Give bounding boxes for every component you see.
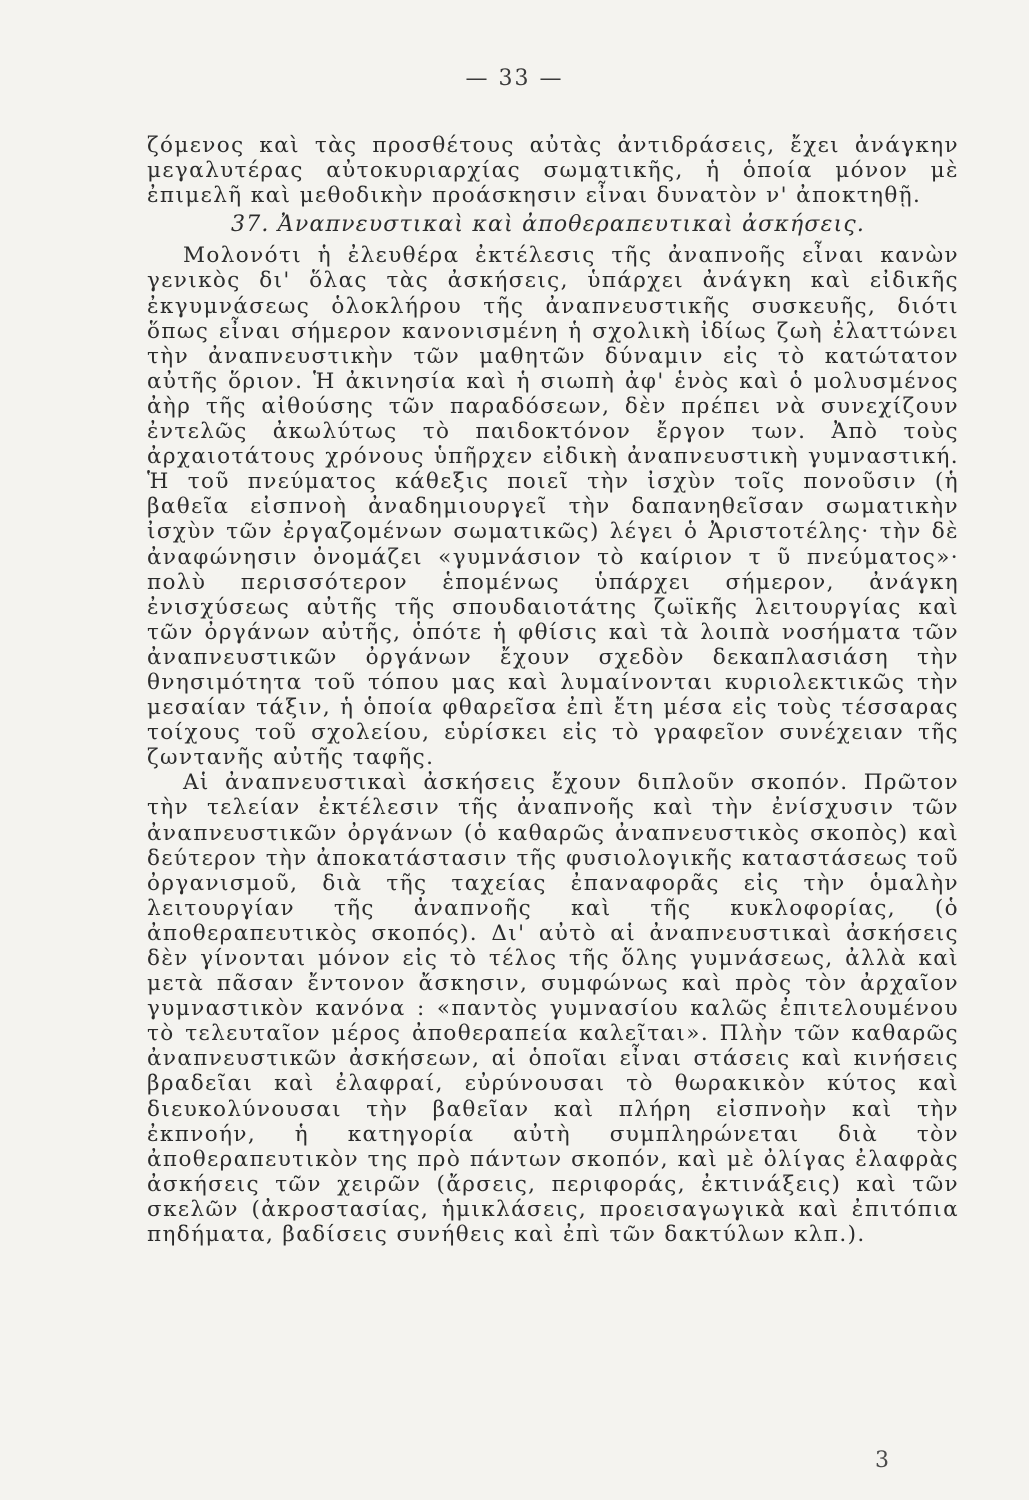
- page-number: — 33 —: [465, 66, 564, 91]
- section-heading: 37. Ἀναπνευστικαὶ καὶ ἀποθεραπευτικαὶ ἀσκήσεις.: [231, 212, 866, 238]
- paragraph-respiration-intro: Μολονότι ἡ ἐλευθέρα ἐκτέλεσις τῆς ἀναπνοῆς εἶναι κανὼν γενικὸς δι' ὅλας τὰς ἀσκήσεις, ὑπάρχει ἀνάγκη καὶ εἰδικῆς ἐκγυμνάσεως ὁλοκλήρου τῆς ἀναπνευστικῆς συσκευῆς, διότι ὅπως εἶναι σήμερον κανονισμένη ἡ σχολικὴ ἰδίως ζωὴ ἐλαττώνει τὴν ἀναπνευστικὴν τῶν μαθητῶν δύναμιν εἰς τὸ κατώτατον αὐτῆς ὅριον. Ἡ ἀκινησία καὶ ἡ σιωπὴ ἀφ' ἑνὸς καὶ ὁ μολυσμένος ἀὴρ τῆς αἰθούσης τῶν παραδόσεων, δὲν πρέπει νὰ συνεχίζουν ἐντελῶς ἀκωλύτως τὸ παιδοκτόνον ἔργον των. Ἀπὸ τοὺς ἀρχαιοτάτους χρόνους ὑπῆρχεν εἰδικὴ ἀναπνευστικὴ γυμναστική. Ἡ τοῦ πνεύματος κάθεξις ποιεῖ τὴν ἰσχὺν τοῖς πονοῦσιν (ἡ βαθεῖα εἰσπνοὴ ἀναδημιουργεῖ τὴν δαπανηθεῖσαν σωματικὴν ἰσχὺν τῶν ἐργαζομένων σωματικῶς) λέγει ὁ Ἀριστοτέλης· τὴν δὲ ἀναφώνησιν ὀνομάζει «γυμνάσιον τὸ καίριον τ ῦ πνεύματος»· πολὺ περισσότερον ἑπομένως ὑπάρχει σήμερον, ἀνάγκη ἐνισχύσεως αὐτῆς τῆς σπουδαιοτάτης ζωϊκῆς λειτουργίας καὶ τῶν ὀργάνων αὐτῆς, ὁπότε ἡ φθίσις καὶ τὰ λοιπὰ νοσήματα τῶν ἀναπνευστικῶν ὀργάνων ἔχουν σχεδὸν δεκαπλασιάση τὴν θνησιμότητα τοῦ τόπου μας καὶ λυμαίνονται κυριολεκτικῶς τὴν μεσαίαν τάξιν, ἡ ὁποία φθαρεῖσα ἐπὶ ἔτη μέσα εἰς τοὺς τέσσαρας τοίχους τοῦ σχολείου, εὑρίσκει εἰς τὸ γραφεῖον συνέχειαν τῆς ζωντανῆς αὐτῆς ταφῆς.: [147, 243, 959, 771]
- body-text: [147, 133, 959, 1247]
- signature-mark: 3: [875, 1448, 889, 1473]
- paragraph-continuation: ζόμενος καὶ τὰς προσθέτους αὐτὰς ἀντιδράσεις, ἔχει ἀνάγκην μεγαλυτέρας αὐτοκυριαρχίας σωματικῆς, ἡ ὁποία μόνον μὲ ἐπιμελῆ καὶ μεθοδικὴν προάσκησιν εἶναι δυνατὸν ν' ἀποκτηθῇ.: [147, 133, 959, 209]
- paragraph-respiration-purpose: Αἱ ἀναπνευστικαὶ ἀσκήσεις ἔχουν διπλοῦν σκοπόν. Πρῶτον τὴν τελείαν ἐκτέλεσιν τῆς ἀναπνοῆς καὶ τὴν ἐνίσχυσιν τῶν ἀναπνευστικῶν ὀργάνων (ὁ καθαρῶς ἀναπνευστικὸς σκοπὸς) καὶ δεύτερον τὴν ἀποκατάστασιν τῆς φυσιολογικῆς καταστάσεως τοῦ ὀργανισμοῦ, διὰ τῆς ταχείας ἐπαναφορᾶς εἰς τὴν ὁμαλὴν λειτουργίαν τῆς ἀναπνοῆς καὶ τῆς κυκλοφορίας, (ὁ ἀποθεραπευτικὸς σκοπός). Δι' αὐτὸ αἱ ἀναπνευστικαὶ ἀσκήσεις δὲν γίνονται μόνον εἰς τὸ τέλος τῆς ὅλης γυμνάσεως, ἀλλὰ καὶ μετὰ πᾶσαν ἔντονον ἄσκησιν, συμφώνως καὶ πρὸς τὸν ἀρχαῖον γυμναστικὸν κανόνα : «παντὸς γυμνασίου καλῶς ἐπιτελουμένου τὸ τελευταῖον μέρος ἀποθεραπεία καλεῖται». Πλὴν τῶν καθαρῶς ἀναπνευστικῶν ἀσκήσεων, αἱ ὁποῖαι εἶναι στάσεις καὶ κινήσεις βραδεῖαι καὶ ἐλαφραί, εὐρύνουσαι τὸ θωρακικὸν κύτος καὶ διευκολύνουσαι τὴν βαθεῖαν καὶ πλήρη εἰσπνοὴν καὶ τὴν ἐκπνοήν, ἡ κατηγορία αὐτὴ συμπληρώνεται διὰ τὸν ἀποθεραπευτικὸν της πρὸ πάντων σκοπόν, καὶ μὲ ὀλίγας ἐλαφρὰς ἀσκήσεις τῶν χειρῶν (ἄρσεις, περιφοράς, ἐκτινάξεις) καὶ τῶν σκελῶν (ἀκροστασίας, ἡμικλάσεις, προεισαγωγικὰ καὶ ἐπιτόπια πηδήματα, βαδίσεις συνήθεις καὶ ἐπὶ τῶν δακτύλων κλπ.).: [147, 770, 959, 1248]
